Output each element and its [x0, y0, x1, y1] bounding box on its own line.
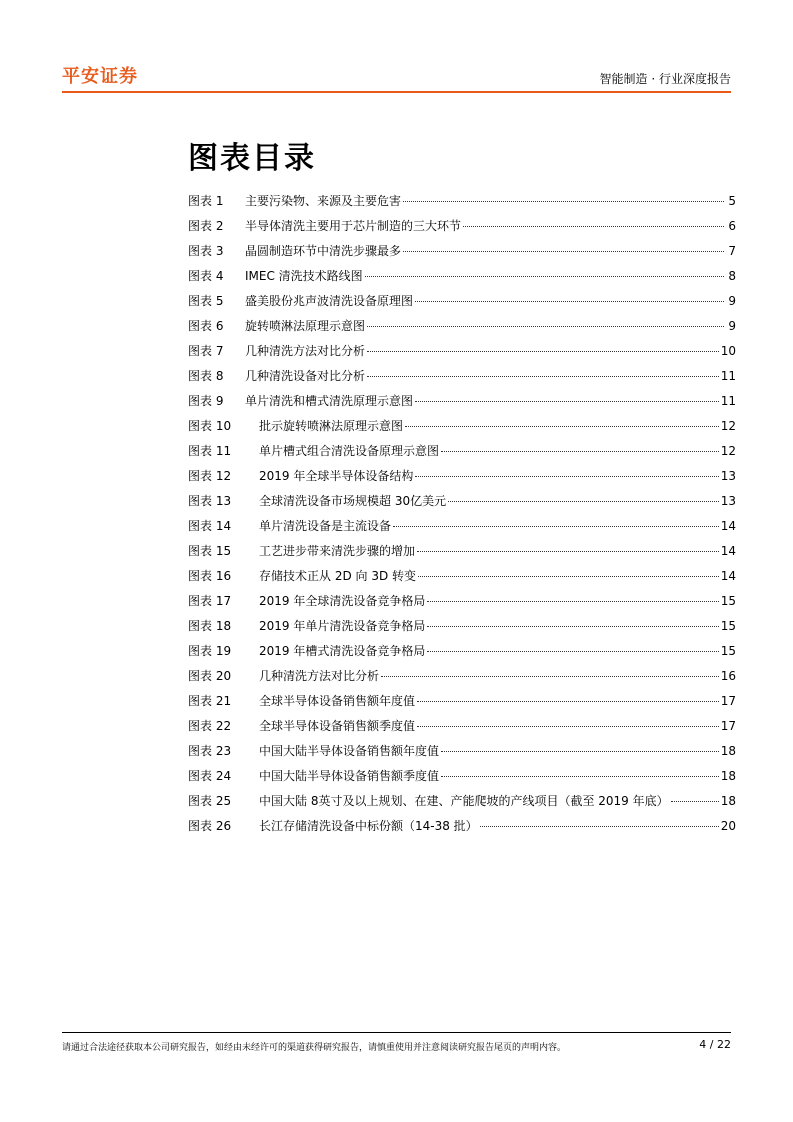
toc-entry[interactable] — [188, 339, 736, 364]
toc-entry-page: 18 — [720, 769, 736, 783]
toc-entry-title: 单片槽式组合清洗设备原理示意图 — [259, 444, 440, 458]
toc-entry-page: 11 — [720, 369, 736, 383]
toc-entry-page: 18 — [720, 794, 736, 808]
toc-entry-title: 全球清洗设备市场规模超 30亿美元 — [259, 494, 447, 508]
toc-entry-title: 盛美股份兆声波清洗设备原理图 — [245, 294, 414, 308]
toc-entry-label: 图表 17 — [188, 594, 232, 608]
toc-entry[interactable] — [188, 389, 736, 414]
toc-entry-label: 图表 23 — [188, 744, 232, 758]
toc-dot-leader — [671, 801, 719, 802]
toc-entry-title: 半导体清洗主要用于芯片制造的三大环节 — [245, 219, 462, 233]
toc-dot-leader — [415, 401, 719, 402]
toc-dot-leader — [417, 726, 719, 727]
table-of-figures — [188, 189, 736, 839]
toc-entry-page: 15 — [720, 644, 736, 658]
page-title: 图表目录 — [188, 141, 316, 176]
toc-entry[interactable] — [188, 739, 736, 764]
toc-entry-page: 14 — [720, 569, 736, 583]
toc-entry-page: 18 — [720, 744, 736, 758]
toc-entry-page: 17 — [720, 694, 736, 708]
toc-entry-label: 图表 2 — [188, 219, 224, 233]
toc-entry-label: 图表 22 — [188, 719, 232, 733]
toc-entry-title: 长江存储清洗设备中标份额（14-38 批） — [259, 819, 478, 833]
toc-entry-title: 2019 年单片清洗设备竞争格局 — [259, 619, 426, 633]
toc-dot-leader — [403, 201, 724, 202]
report-section-label: 智能制造 · 行业深度报告 — [599, 72, 731, 86]
toc-entry-title: 中国大陆 8英寸及以上规划、在建、产能爬坡的产线项目（截至 2019 年底） — [259, 794, 669, 808]
toc-entry[interactable] — [188, 789, 736, 814]
toc-entry[interactable] — [188, 689, 736, 714]
toc-entry[interactable] — [188, 514, 736, 539]
toc-entry-title: 主要污染物、来源及主要危害 — [245, 194, 402, 208]
toc-entry-title: 晶圆制造环节中清洗步骤最多 — [245, 244, 402, 258]
toc-dot-leader — [427, 651, 718, 652]
toc-entry-label: 图表 19 — [188, 644, 232, 658]
toc-entry-label: 图表 14 — [188, 519, 232, 533]
toc-entry-title: 2019 年全球半导体设备结构 — [259, 469, 414, 483]
toc-entry-label: 图表 11 — [188, 444, 232, 458]
toc-entry-label: 图表 15 — [188, 544, 232, 558]
footer-divider — [62, 1032, 731, 1033]
header-divider — [62, 91, 731, 93]
toc-entry-page: 16 — [720, 669, 736, 683]
toc-entry-title: 全球半导体设备销售额年度值 — [259, 694, 416, 708]
toc-entry-page: 12 — [720, 419, 736, 433]
toc-entry-title: 全球半导体设备销售额季度值 — [259, 719, 416, 733]
toc-entry[interactable] — [188, 489, 736, 514]
toc-entry-label: 图表 26 — [188, 819, 232, 833]
toc-entry[interactable] — [188, 714, 736, 739]
toc-dot-leader — [393, 526, 719, 527]
toc-entry-label: 图表 24 — [188, 769, 232, 783]
toc-entry-title: 几种清洗方法对比分析 — [259, 669, 380, 683]
toc-entry-page: 9 — [728, 294, 736, 308]
toc-entry-title: 旋转喷淋法原理示意图 — [245, 319, 366, 333]
toc-entry-page: 17 — [720, 719, 736, 733]
toc-dot-leader — [417, 551, 719, 552]
toc-entry-label: 图表 10 — [188, 419, 232, 433]
toc-entry-page: 7 — [728, 244, 736, 258]
toc-entry[interactable] — [188, 539, 736, 564]
toc-entry-title: 2019 年槽式清洗设备竞争格局 — [259, 644, 426, 658]
toc-entry-label: 图表 4 — [188, 269, 224, 283]
toc-entry-title: 几种清洗设备对比分析 — [245, 369, 366, 383]
toc-entry-label: 图表 20 — [188, 669, 232, 683]
toc-entry[interactable] — [188, 764, 736, 789]
toc-entry-label: 图表 6 — [188, 319, 224, 333]
toc-entry-page: 8 — [728, 269, 736, 283]
toc-dot-leader — [415, 476, 718, 477]
toc-entry[interactable] — [188, 314, 736, 339]
toc-entry[interactable] — [188, 614, 736, 639]
toc-entry-title: 工艺进步带来清洗步骤的增加 — [259, 544, 416, 558]
toc-entry[interactable] — [188, 214, 736, 239]
toc-dot-leader — [463, 226, 724, 227]
toc-entry-label: 图表 3 — [188, 244, 224, 258]
page-number: 4 / 22 — [699, 1038, 731, 1051]
toc-entry-label: 图表 1 — [188, 194, 224, 208]
toc-entry-title: 存储技术正从 2D 向 3D 转变 — [259, 569, 417, 583]
toc-dot-leader — [367, 376, 719, 377]
toc-entry[interactable] — [188, 464, 736, 489]
toc-entry-page: 10 — [720, 344, 736, 358]
toc-entry[interactable] — [188, 564, 736, 589]
toc-dot-leader — [417, 701, 719, 702]
toc-entry-page: 20 — [720, 819, 736, 833]
toc-entry[interactable] — [188, 239, 736, 264]
toc-entry-title: 中国大陆半导体设备销售额季度值 — [259, 769, 440, 783]
toc-dot-leader — [381, 676, 719, 677]
toc-entry-title: 单片清洗设备是主流设备 — [259, 519, 392, 533]
toc-entry-title: 单片清洗和槽式清洗原理示意图 — [245, 394, 414, 408]
toc-dot-leader — [415, 301, 724, 302]
toc-entry-label: 图表 5 — [188, 294, 224, 308]
toc-entry[interactable] — [188, 664, 736, 689]
toc-entry-label: 图表 16 — [188, 569, 232, 583]
toc-dot-leader — [367, 351, 719, 352]
footer-disclaimer: 请通过合法途径获取本公司研究报告，如经由未经许可的渠道获得研究报告，请慎重使用并注意阅读研究报告尾页的声明内容。 — [62, 1043, 567, 1053]
toc-entry-label: 图表 25 — [188, 794, 232, 808]
toc-entry-label: 图表 7 — [188, 344, 224, 358]
toc-entry-title: 2019 年全球清洗设备竞争格局 — [259, 594, 426, 608]
toc-entry-title: 几种清洗方法对比分析 — [245, 344, 366, 358]
toc-dot-leader — [427, 626, 718, 627]
toc-entry-page: 13 — [720, 494, 736, 508]
toc-entry[interactable] — [188, 439, 736, 464]
toc-entry[interactable] — [188, 189, 736, 214]
toc-dot-leader — [448, 501, 719, 502]
toc-dot-leader — [403, 251, 724, 252]
toc-dot-leader — [441, 751, 719, 752]
toc-entry-page: 5 — [728, 194, 736, 208]
toc-entry-label: 图表 8 — [188, 369, 224, 383]
toc-entry-title: IMEC 清洗技术路线图 — [245, 269, 363, 283]
toc-dot-leader — [367, 326, 724, 327]
toc-entry-page: 6 — [728, 219, 736, 233]
toc-entry-page: 9 — [728, 319, 736, 333]
toc-dot-leader — [441, 451, 719, 452]
toc-entry[interactable] — [188, 289, 736, 314]
toc-entry-title: 批示旋转喷淋法原理示意图 — [259, 419, 404, 433]
toc-dot-leader — [427, 601, 718, 602]
toc-entry-page: 14 — [720, 519, 736, 533]
toc-entry[interactable] — [188, 814, 736, 839]
toc-dot-leader — [418, 576, 719, 577]
toc-entry-label: 图表 18 — [188, 619, 232, 633]
toc-entry-title: 中国大陆半导体设备销售额年度值 — [259, 744, 440, 758]
toc-dot-leader — [365, 276, 724, 277]
toc-dot-leader — [405, 426, 719, 427]
toc-entry[interactable] — [188, 414, 736, 439]
toc-entry-label: 图表 21 — [188, 694, 232, 708]
toc-entry-page: 12 — [720, 444, 736, 458]
toc-dot-leader — [480, 826, 719, 827]
toc-dot-leader — [441, 776, 719, 777]
toc-entry-page: 13 — [720, 469, 736, 483]
toc-entry-label: 图表 9 — [188, 394, 224, 408]
toc-entry[interactable] — [188, 589, 736, 614]
toc-entry[interactable] — [188, 264, 736, 289]
toc-entry-page: 15 — [720, 594, 736, 608]
toc-entry-page: 11 — [720, 394, 736, 408]
toc-entry-label: 图表 13 — [188, 494, 232, 508]
toc-entry-label: 图表 12 — [188, 469, 232, 483]
toc-entry-page: 15 — [720, 619, 736, 633]
toc-entry[interactable] — [188, 639, 736, 664]
toc-entry[interactable] — [188, 364, 736, 389]
brand-logo: 平安证券 — [62, 66, 138, 87]
toc-entry-page: 14 — [720, 544, 736, 558]
